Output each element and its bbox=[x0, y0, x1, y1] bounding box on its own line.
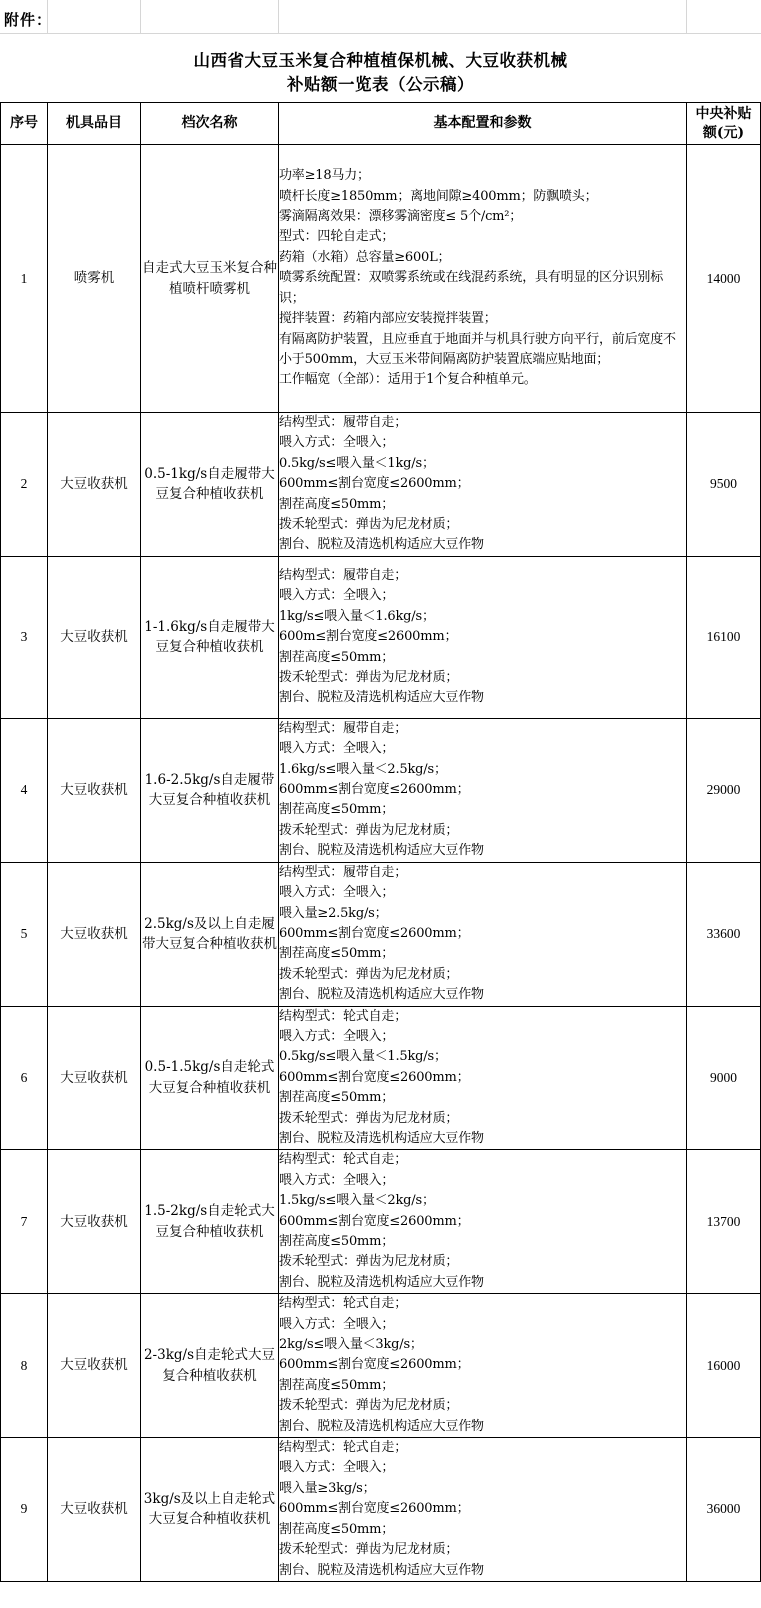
config-line: 600mm≤割台宽度≤2600mm； bbox=[279, 1501, 470, 1517]
gridline bbox=[686, 0, 687, 34]
config-line: 600m≤割台宽度≤2600mm； bbox=[279, 629, 458, 645]
cell-subsidy: 36000 bbox=[687, 1438, 761, 1582]
cell-seq: 1 bbox=[1, 145, 48, 413]
config-line: 喂入方式：全喂入； bbox=[279, 885, 395, 901]
table-row bbox=[1, 862, 761, 1006]
config-line: 喂入方式：全喂入； bbox=[279, 435, 395, 451]
config-line: 喂入方式：全喂入； bbox=[279, 1316, 395, 1332]
cell-seq: 9 bbox=[1, 1438, 48, 1582]
config-line: 拨禾轮型式：弹齿为尼龙材质； bbox=[279, 1542, 459, 1558]
cell-config bbox=[279, 718, 687, 862]
config-line: 喂入方式：全喂入； bbox=[279, 1172, 395, 1188]
config-line: 600mm≤割台宽度≤2600mm； bbox=[279, 476, 470, 492]
config-line: 喂入方式：全喂入； bbox=[279, 1028, 395, 1044]
config-line: 割台、脱粒及清选机构适应大豆作物 bbox=[279, 690, 484, 706]
config-line: 结构型式：轮式自走； bbox=[279, 1440, 408, 1456]
header-item: 机具品目 bbox=[48, 103, 141, 145]
config-line: 结构型式：履带自走； bbox=[279, 567, 408, 583]
cell-config bbox=[279, 862, 687, 1006]
cell-seq: 7 bbox=[1, 1150, 48, 1294]
config-line: 型式：四轮自走式； bbox=[279, 229, 395, 245]
cell-grade: 0.5-1.5kg/s自走轮式大豆复合种植收获机 bbox=[141, 1006, 279, 1150]
cell-item: 大豆收获机 bbox=[48, 862, 141, 1006]
cell-item: 大豆收获机 bbox=[48, 1294, 141, 1438]
config-line: 割茬高度≤50mm； bbox=[279, 496, 395, 512]
table-row bbox=[1, 145, 761, 413]
annex-label: 附件： bbox=[4, 11, 53, 29]
cell-grade: 1.6-2.5kg/s自走履带大豆复合种植收获机 bbox=[141, 718, 279, 862]
cell-grade: 1-1.6kg/s自走履带大豆复合种植收获机 bbox=[141, 556, 279, 718]
table-header-row bbox=[1, 103, 761, 145]
config-line: 600mm≤割台宽度≤2600mm； bbox=[279, 925, 470, 941]
config-line: 1kg/s≤喂入量＜1.6kg/s； bbox=[279, 608, 435, 624]
config-line: 拨禾轮型式：弹齿为尼龙材质； bbox=[279, 822, 459, 838]
cell-config bbox=[279, 1006, 687, 1150]
config-line: 2kg/s≤喂入量＜3kg/s； bbox=[279, 1337, 423, 1353]
config-line: 有隔离防护装置，且应垂直于地面并与机具行驶方向平行，前后宽度不小于500mm，大豆玉米带间隔离防护装置底端应贴地面； bbox=[279, 331, 676, 367]
cell-grade: 自走式大豆玉米复合种植喷杆喷雾机 bbox=[141, 145, 279, 413]
header-subsidy: 中央补贴额(元) bbox=[687, 103, 761, 145]
cell-grade: 2-3kg/s自走轮式大豆复合种植收获机 bbox=[141, 1294, 279, 1438]
config-line: 喂入量≥3kg/s； bbox=[279, 1480, 376, 1496]
cell-item: 大豆收获机 bbox=[48, 1006, 141, 1150]
config-line: 拨禾轮型式：弹齿为尼龙材质； bbox=[279, 1110, 459, 1126]
config-line: 拨禾轮型式：弹齿为尼龙材质； bbox=[279, 966, 459, 982]
config-line: 割茬高度≤50mm； bbox=[279, 1377, 395, 1393]
cell-subsidy: 13700 bbox=[687, 1150, 761, 1294]
cell-config bbox=[279, 1150, 687, 1294]
config-line: 喂入量≥2.5kg/s； bbox=[279, 905, 388, 921]
cell-config bbox=[279, 1294, 687, 1438]
config-line: 割台、脱粒及清选机构适应大豆作物 bbox=[279, 1418, 484, 1434]
cell-grade: 0.5-1kg/s自走履带大豆复合种植收获机 bbox=[141, 413, 279, 557]
config-line: 0.5kg/s≤喂入量＜1.5kg/s； bbox=[279, 1049, 447, 1065]
cell-item: 大豆收获机 bbox=[48, 1150, 141, 1294]
table-row bbox=[1, 556, 761, 718]
config-line: 喂入方式：全喂入； bbox=[279, 1460, 395, 1476]
config-line: 结构型式：轮式自走； bbox=[279, 1008, 408, 1024]
table-body bbox=[1, 145, 761, 1582]
config-line: 结构型式：轮式自走； bbox=[279, 1296, 408, 1312]
config-line: 结构型式：轮式自走； bbox=[279, 1152, 408, 1168]
config-line: 割台、脱粒及清选机构适应大豆作物 bbox=[279, 843, 484, 859]
config-line: 1.6kg/s≤喂入量＜2.5kg/s； bbox=[279, 761, 447, 777]
table-row bbox=[1, 1438, 761, 1582]
cell-item: 大豆收获机 bbox=[48, 556, 141, 718]
config-line: 割茬高度≤50mm； bbox=[279, 1521, 395, 1537]
config-line: 喷雾系统配置：双喷雾系统或在线混药系统，具有明显的区分识别标识； bbox=[279, 270, 664, 306]
cell-subsidy: 16000 bbox=[687, 1294, 761, 1438]
config-line: 拨禾轮型式：弹齿为尼龙材质； bbox=[279, 1398, 459, 1414]
config-line: 割茬高度≤50mm； bbox=[279, 1090, 395, 1106]
config-line: 割茬高度≤50mm； bbox=[279, 946, 395, 962]
config-line: 结构型式：履带自走； bbox=[279, 864, 408, 880]
gridline bbox=[0, 33, 761, 34]
cell-seq: 4 bbox=[1, 718, 48, 862]
gridline bbox=[140, 0, 141, 34]
config-line: 割台、脱粒及清选机构适应大豆作物 bbox=[279, 1130, 484, 1146]
config-line: 功率≥18马力； bbox=[279, 168, 370, 184]
config-line: 割茬高度≤50mm； bbox=[279, 649, 395, 665]
table-row bbox=[1, 718, 761, 862]
config-line: 工作幅宽（全部）：适用于1个复合种植单元。 bbox=[279, 372, 537, 388]
cell-grade: 3kg/s及以上自走轮式大豆复合种植收获机 bbox=[141, 1438, 279, 1582]
gridline bbox=[278, 0, 279, 34]
config-line: 结构型式：履带自走； bbox=[279, 720, 408, 736]
config-line: 割台、脱粒及清选机构适应大豆作物 bbox=[279, 537, 484, 553]
config-line: 600mm≤割台宽度≤2600mm； bbox=[279, 1069, 470, 1085]
cell-item: 大豆收获机 bbox=[48, 718, 141, 862]
cell-seq: 5 bbox=[1, 862, 48, 1006]
cell-item: 喷雾机 bbox=[48, 145, 141, 413]
config-line: 药箱（水箱）总容量≥600L； bbox=[279, 249, 451, 265]
config-line: 1.5kg/s≤喂入量＜2kg/s； bbox=[279, 1193, 435, 1209]
cell-subsidy: 33600 bbox=[687, 862, 761, 1006]
config-line: 拨禾轮型式：弹齿为尼龙材质； bbox=[279, 1254, 459, 1270]
cell-subsidy: 16100 bbox=[687, 556, 761, 718]
cell-subsidy: 14000 bbox=[687, 145, 761, 413]
cell-config bbox=[279, 556, 687, 718]
config-line: 割台、脱粒及清选机构适应大豆作物 bbox=[279, 987, 484, 1003]
header-grade: 档次名称 bbox=[141, 103, 279, 145]
cell-config bbox=[279, 1438, 687, 1582]
config-line: 拨禾轮型式：弹齿为尼龙材质； bbox=[279, 669, 459, 685]
config-line: 喂入方式：全喂入； bbox=[279, 588, 395, 604]
page-title-line2: 补贴额一览表（公示稿） bbox=[287, 75, 474, 94]
header-seq: 序号 bbox=[1, 103, 48, 145]
config-line: 割茬高度≤50mm； bbox=[279, 1234, 395, 1249]
cell-subsidy: 9500 bbox=[687, 413, 761, 557]
cell-item: 大豆收获机 bbox=[48, 413, 141, 557]
cell-config bbox=[279, 145, 687, 413]
config-line: 600mm≤割台宽度≤2600mm； bbox=[279, 1357, 470, 1373]
cell-seq: 3 bbox=[1, 556, 48, 718]
config-line: 喂入方式：全喂入； bbox=[279, 741, 395, 757]
cell-grade: 1.5-2kg/s自走轮式大豆复合种植收获机 bbox=[141, 1150, 279, 1294]
config-line: 结构型式：履带自走； bbox=[279, 415, 408, 430]
page-title-line1: 山西省大豆玉米复合种植植保机械、大豆收获机械 bbox=[193, 51, 568, 70]
config-line: 搅拌装置：药箱内部应安装搅拌装置； bbox=[279, 311, 497, 327]
cell-item: 大豆收获机 bbox=[48, 1438, 141, 1582]
cell-subsidy: 29000 bbox=[687, 718, 761, 862]
config-line: 喷杆长度≥1850mm；离地间隙≥400mm；防飘喷头； bbox=[279, 188, 598, 204]
subsidy-table bbox=[0, 102, 761, 1582]
config-line: 600mm≤割台宽度≤2600mm； bbox=[279, 782, 470, 798]
cell-grade: 2.5kg/s及以上自走履带大豆复合种植收获机 bbox=[141, 862, 279, 1006]
cell-seq: 8 bbox=[1, 1294, 48, 1438]
cell-seq: 6 bbox=[1, 1006, 48, 1150]
config-line: 拨禾轮型式：弹齿为尼龙材质； bbox=[279, 517, 459, 533]
config-line: 雾滴隔离效果：漂移雾滴密度≤ 5个/cm²； bbox=[279, 209, 523, 225]
table-row bbox=[1, 1294, 761, 1438]
table-row bbox=[1, 1150, 761, 1294]
cell-subsidy: 9000 bbox=[687, 1006, 761, 1150]
config-line: 0.5kg/s≤喂入量＜1kg/s； bbox=[279, 455, 435, 471]
config-line: 割茬高度≤50mm； bbox=[279, 802, 395, 818]
header-config: 基本配置和参数 bbox=[279, 103, 687, 145]
cell-config bbox=[279, 413, 687, 557]
table-row bbox=[1, 1006, 761, 1150]
config-line: 割台、脱粒及清选机构适应大豆作物 bbox=[279, 1274, 484, 1290]
table-row bbox=[1, 413, 761, 557]
config-line: 割台、脱粒及清选机构适应大豆作物 bbox=[279, 1562, 484, 1578]
cell-seq: 2 bbox=[1, 413, 48, 557]
config-line: 600mm≤割台宽度≤2600mm； bbox=[279, 1213, 470, 1229]
